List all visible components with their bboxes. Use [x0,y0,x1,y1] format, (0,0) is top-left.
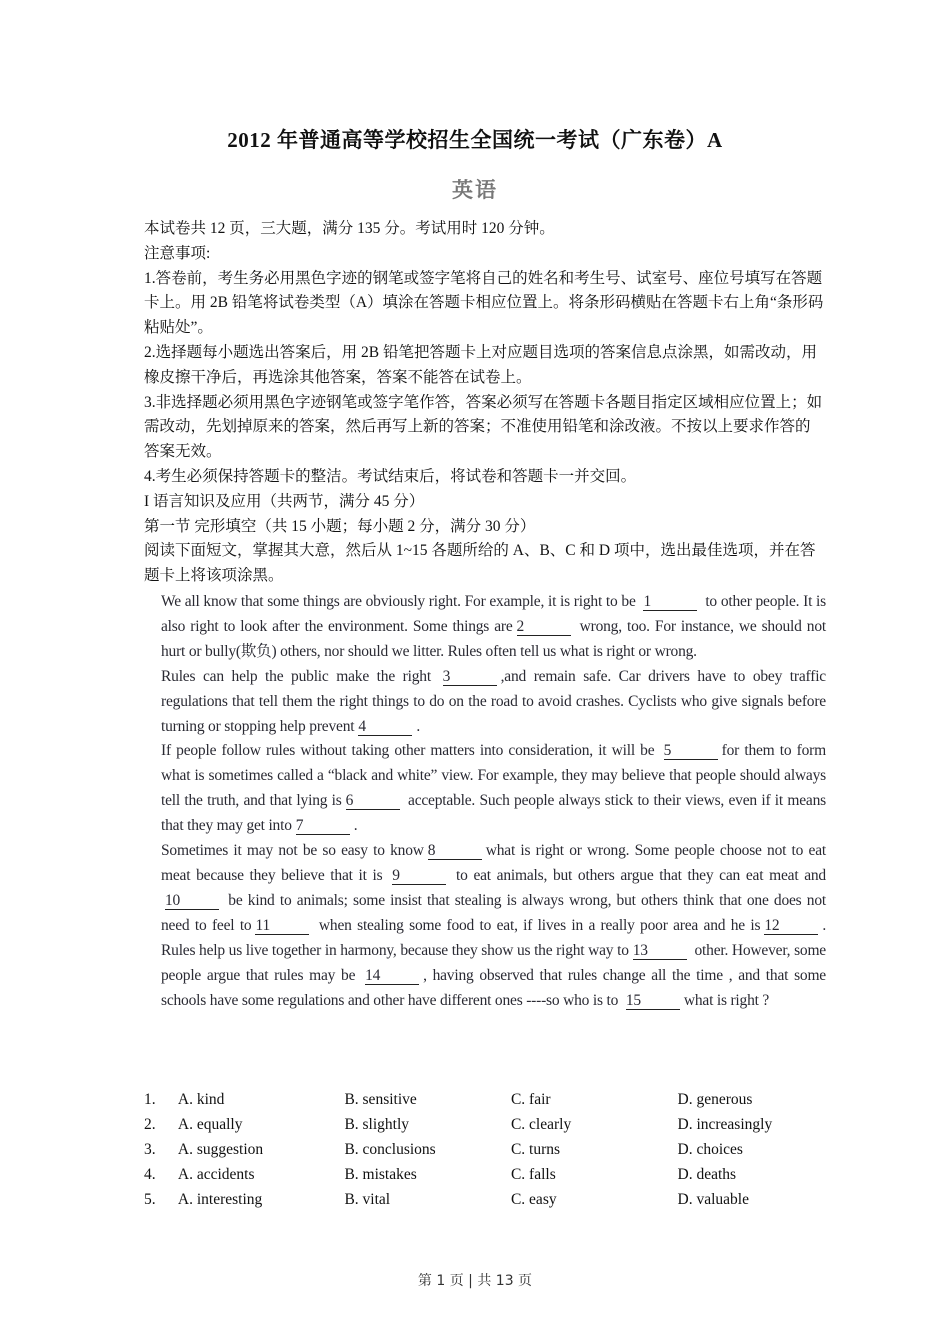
passage-text: to eat animals, but others argue that they can eat meat and [456,866,826,884]
blank-4: 4 [358,718,412,736]
passage-text: . [416,717,421,735]
passage-text: what is right ? [683,991,770,1009]
cloze-passage [161,590,826,1013]
blank-10: 10 [165,892,219,910]
passage-paragraph-1 [161,590,826,665]
passage-paragraph-2 [161,665,826,740]
blank-8: 8 [428,842,482,860]
passage-text: We all know that some things are obviously right. For example, it is right to be [161,593,636,610]
notice-item-4: 4.考生必须保持答题卡的整洁。考试结束后，将试卷和答题卡一并交回。 [144,467,637,485]
option-a: A. suggestion [177,1141,264,1158]
option-b: B. mistakes [344,1166,417,1183]
option-row [144,1087,844,1112]
option-b: B. sensitive [344,1091,417,1108]
passage-paragraph-3 [161,739,826,839]
passage-text: other. However, some people argue that rules may be [161,941,826,984]
blank-12: 12 [764,917,818,935]
blank-2: 2 [517,618,571,636]
passage-text: Sometimes it may not be so easy to know [161,842,424,860]
option-row [144,1137,844,1162]
notice-item-1: 1.答卷前，考生务必用黑色字迹的钢笔或签字笔将自己的姓名和考生号、试室号、座位号填写在答题卡上。用 2B 铅笔将试卷类型（A）填涂在答题卡相应位置上。将条形码横贴在答题卡右上角“条形码粘贴处”。 [144,269,824,337]
blank-1: 1 [643,593,697,611]
question-number: 5. [144,1191,156,1208]
question-number: 2. [144,1116,156,1133]
exam-instructions [144,217,824,589]
question-number: 4. [144,1166,156,1183]
option-row [144,1187,844,1212]
blank-6: 6 [346,792,400,810]
blank-13: 13 [633,942,687,960]
blank-3: 3 [443,668,497,686]
option-c: C. turns [510,1141,561,1158]
exam-summary: 本试卷共 12 页，三大题，满分 135 分。考试用时 120 分钟。 [144,220,555,237]
option-d: D. valuable [677,1191,749,1208]
option-row [144,1112,844,1137]
passage-text: acceptable. Such people always stick to their views, even if it means that they may get into [161,792,826,835]
blank-15: 15 [626,992,680,1010]
passage-text: wrong, too. For instance, we should not hurt or bully(欺负) others, nor should we litter. Rules often tell us what is right or wrong. [161,617,826,660]
passage-text: Rules can help the public make the right [161,667,431,685]
passage-text: to other people. It is also right to look after the environment. Some things are [161,593,826,635]
passage-text: for them to form what is sometimes called a “black and white” view. For example, they may believe that people should always tell the truth, and that lying is [161,742,826,810]
option-d: D. deaths [677,1166,737,1183]
notice-item-2: 2.选择题每小题选出答案后，用 2B 铅笔把答题卡上对应题目选项的答案信息点涂黑，如需改动，用橡皮擦干净后，再选涂其他答案，答案不能答在试卷上。 [144,343,817,386]
option-b: B. slightly [344,1116,410,1133]
passage-text: when stealing some food to eat, if lives in a really poor area and he is [318,916,761,934]
option-b: B. vital [344,1191,391,1208]
option-a: A. interesting [177,1191,263,1208]
section-heading: 第一节 完形填空（共 15 小题；每小题 2 分，满分 30 分） [144,517,536,535]
option-b: B. conclusions [344,1141,436,1158]
passage-text: . Rules help us live together in harmony, because they show us the right way to [161,916,826,959]
page-indicator: 第 1 页 | 共 13 页 [417,1273,533,1289]
question-number: 1. [144,1091,156,1108]
question-number: 3. [144,1141,156,1158]
notice-heading: 注意事项: [144,244,211,262]
notice-item-3: 3.非选择题必须用黑色字迹钢笔或签字笔作答，答案必须写在答题卡各题目指定区域相应位置上；如需改动，先划掉原来的答案，然后再写上新的答案；不准使用铅笔和涂改液。不按以上要求作答的答案无效。 [144,393,823,461]
option-row [144,1162,844,1187]
passage-text: , having observed that rules change all the time , and that some schools have some regulations and other have different ones ----so who is to [161,966,826,1009]
section-directions: 阅读下面短文，掌握其大意，然后从 1~15 各题所给的 A、B、C 和 D 项中，选出最佳选项，并在答题卡上将该项涂黑。 [144,542,816,585]
option-a: A. kind [177,1091,225,1108]
option-d: D. choices [677,1141,743,1158]
blank-14: 14 [365,967,419,985]
passage-text: ,and remain safe. Car drivers have to obey traffic regulations that tell them the right things to do on the road to avoid crashes. Cyclists who give signals before turning or stopping help prevent [161,667,826,735]
option-c: C. falls [510,1166,556,1183]
exam-title: 2012 年普通高等学校招生全国统一考试（广东卷）A [227,128,723,152]
passage-text: . [353,817,358,835]
option-a: A. equally [177,1116,243,1133]
option-c: C. clearly [510,1116,572,1133]
option-d: D. increasingly [677,1116,773,1133]
answer-options [144,1087,844,1212]
option-c: C. fair [510,1091,551,1108]
blank-5: 5 [664,742,718,760]
blank-9: 9 [392,867,446,885]
subject-heading: 英语 [452,178,498,202]
blank-11: 11 [255,917,309,935]
option-d: D. generous [677,1091,753,1108]
passage-text: If people follow rules without taking other matters into consideration, it will be [161,742,655,760]
part-heading: I 语言知识及应用（共两节，满分 45 分） [144,492,425,510]
option-c: C. easy [510,1191,557,1208]
option-a: A. accidents [177,1166,255,1183]
passage-paragraph-4 [161,839,826,1013]
passage-text: what is right or wrong. Some people choose not to eat meat because they believe that it is [161,842,826,884]
blank-7: 7 [296,817,350,835]
passage-text: be kind to animals; some insist that stealing is always wrong, but others think that one does not need to feel to [161,891,826,934]
